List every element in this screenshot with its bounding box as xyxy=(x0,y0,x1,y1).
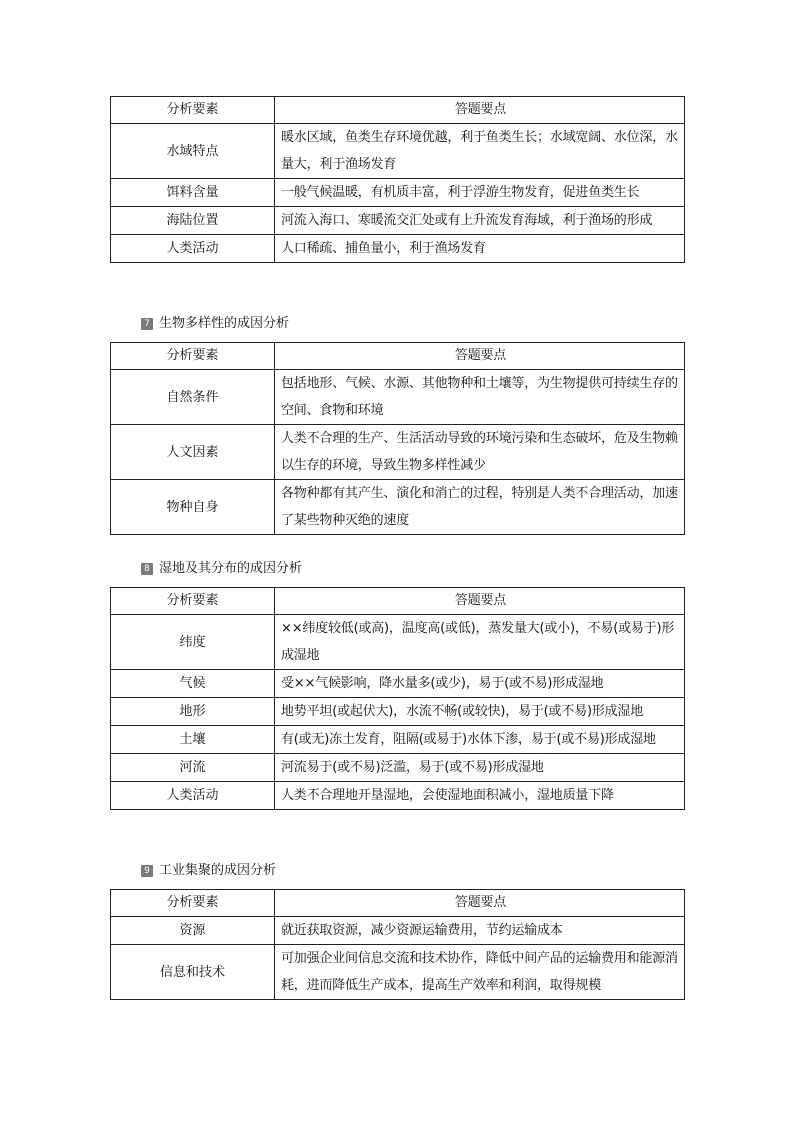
biodiversity-table xyxy=(110,342,685,535)
table-row xyxy=(111,124,685,179)
header-answer-points: 答题要点 xyxy=(275,588,685,615)
row-factor: 饵料含量 xyxy=(111,179,275,207)
row-answer: 有(或无)冻土发育，阻隔(或易于)水体下渗，易于(或不易)形成湿地 xyxy=(275,726,685,754)
header-answer-points: 答题要点 xyxy=(275,97,685,124)
table-row xyxy=(111,207,685,235)
table-header-row xyxy=(111,97,685,124)
table-row xyxy=(111,235,685,263)
header-factor: 分析要素 xyxy=(111,97,275,124)
section-number-badge: 7 xyxy=(141,318,153,330)
table-row xyxy=(111,782,685,810)
row-factor: 土壤 xyxy=(111,726,275,754)
table-row xyxy=(111,754,685,782)
industrial-agglomeration-table xyxy=(110,889,685,1000)
row-factor: 信息和技术 xyxy=(111,945,275,1000)
row-answer: 暖水区域，鱼类生存环境优越，利于鱼类生长；水域宽阔、水位深，水量大，利于渔场发育 xyxy=(275,124,685,179)
row-factor: 地形 xyxy=(111,698,275,726)
section-7-heading xyxy=(141,316,289,332)
fishery-factors-table xyxy=(110,96,685,263)
table-row xyxy=(111,370,685,425)
table-row xyxy=(111,615,685,670)
wetland-table xyxy=(110,587,685,810)
table-row xyxy=(111,698,685,726)
row-answer: 可加强企业间信息交流和技术协作，降低中间产品的运输费用和能源消耗，进而降低生产成本，提高生产效率和利润，取得规模 xyxy=(275,945,685,1000)
section-title: 生物多样性的成因分析 xyxy=(159,316,290,331)
row-factor: 气候 xyxy=(111,670,275,698)
header-factor: 分析要素 xyxy=(111,343,275,370)
row-factor: 人文因素 xyxy=(111,425,275,480)
section-number-badge: 8 xyxy=(141,563,153,575)
section-title: 工业集聚的成因分析 xyxy=(159,863,277,878)
table-row xyxy=(111,917,685,945)
table-header-row xyxy=(111,343,685,370)
table-row xyxy=(111,480,685,535)
row-answer: 一般气候温暖，有机质丰富，利于浮游生物发育，促进鱼类生长 xyxy=(275,179,685,207)
header-factor: 分析要素 xyxy=(111,588,275,615)
row-answer: 各物种都有其产生、演化和消亡的过程，特别是人类不合理活动，加速了某些物种灭绝的速度 xyxy=(275,480,685,535)
row-factor: 自然条件 xyxy=(111,370,275,425)
row-factor: 物种自身 xyxy=(111,480,275,535)
row-answer: 包括地形、气候、水源、其他物种和土壤等，为生物提供可持续生存的空间、食物和环境 xyxy=(275,370,685,425)
row-answer: 地势平坦(或起伏大)，水流不畅(或较快)，易于(或不易)形成湿地 xyxy=(275,698,685,726)
table-row xyxy=(111,945,685,1000)
header-answer-points: 答题要点 xyxy=(275,890,685,917)
header-factor: 分析要素 xyxy=(111,890,275,917)
row-factor: 河流 xyxy=(111,754,275,782)
row-factor: 海陆位置 xyxy=(111,207,275,235)
row-answer: 人类不合理地开垦湿地，会使湿地面积减小，湿地质量下降 xyxy=(275,782,685,810)
row-answer: 河流易于(或不易)泛滥，易于(或不易)形成湿地 xyxy=(275,754,685,782)
row-answer: 河流入海口、寒暖流交汇处或有上升流发育海域，利于渔场的形成 xyxy=(275,207,685,235)
table-header-row xyxy=(111,588,685,615)
row-answer: 人口稀疏、捕鱼量小，利于渔场发育 xyxy=(275,235,685,263)
section-title: 湿地及其分布的成因分析 xyxy=(159,561,303,576)
section-9-heading xyxy=(141,863,276,879)
row-factor: 纬度 xyxy=(111,615,275,670)
row-factor: 人类活动 xyxy=(111,782,275,810)
row-answer: 人类不合理的生产、生活活动导致的环境污染和生态破坏，危及生物赖以生存的环境，导致生物多样性减少 xyxy=(275,425,685,480)
row-answer: 就近获取资源，减少资源运输费用，节约运输成本 xyxy=(275,917,685,945)
table-row xyxy=(111,726,685,754)
table-row xyxy=(111,670,685,698)
table-row xyxy=(111,179,685,207)
row-answer: 受××气候影响，降水量多(或少)，易于(或不易)形成湿地 xyxy=(275,670,685,698)
row-factor: 人类活动 xyxy=(111,235,275,263)
row-factor: 水域特点 xyxy=(111,124,275,179)
section-8-heading xyxy=(141,561,302,577)
header-answer-points: 答题要点 xyxy=(275,343,685,370)
section-number-badge: 9 xyxy=(141,865,153,877)
row-answer: ××纬度较低(或高)，温度高(或低)，蒸发量大(或小)，不易(或易于)形成湿地 xyxy=(275,615,685,670)
table-header-row xyxy=(111,890,685,917)
table-row xyxy=(111,425,685,480)
row-factor: 资源 xyxy=(111,917,275,945)
